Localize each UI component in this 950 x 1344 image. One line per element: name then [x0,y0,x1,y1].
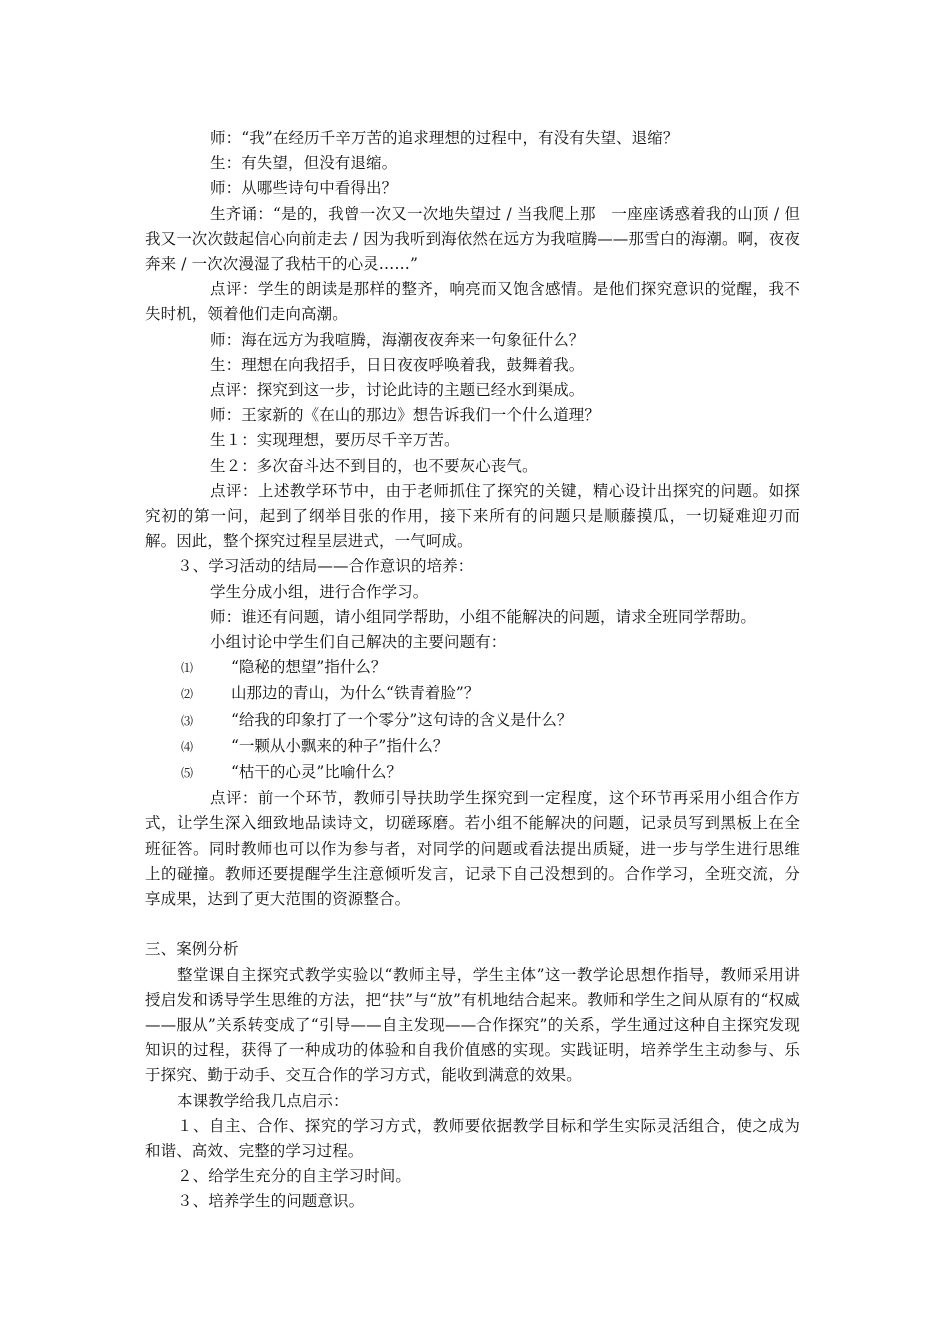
dialogue-line: 师：海在远方为我喧腾，海潮夜夜奔来一句象征什么？ [210,330,585,349]
list-marker: ⑸ [181,766,194,781]
comment-paragraph: 点评：前一个环节，教师引导扶助学生探究到一定程度，这个环节再采用小组合作方式，让学生深入细致地品读诗文，切磋琢磨。若小组不能解决的问题，记录员写到黑板上在全班征答。同时教师也可以作为参与者，对同学的问题或看法提出质疑，进一步与学生进行思维上的碰撞。教师还要提醒学生注意倾听发言，记录下自己没想到的。合作学习，全班交流，分享成果，达到了更大范围的资源整合。 [145,789,800,909]
comment-paragraph: 点评：学生的朗读是那样的整齐，响亮而又饱含感情。是他们探究意识的觉醒，我不失时机，领着他们走向高潮。 [145,280,800,324]
list-item [145,734,800,760]
dialogue-line: 生：有失望，但没有退缩。 [210,154,398,173]
dialogue-line: 生：理想在向我招手，日日夜夜呼唤着我，鼓舞着我。 [210,355,585,374]
list-item-text: “隐秘的想望”指什么？ [231,658,387,677]
insight-item: ２、给学生充分的自主学习时间。 [177,1167,412,1186]
list-item [145,655,800,681]
document-page [145,126,800,1215]
dialogue-line: 师：“我”在经历千辛万苦的追求理想的过程中，有没有失望、退缩？ [210,129,679,147]
comment-paragraph: 点评：探究到这一步，讨论此诗的主题已经水到渠成。 [210,381,585,400]
subsection-heading: ３、学习活动的结局——合作意识的培养： [177,557,474,576]
section-title: 三、案例分析 [145,940,239,959]
dialogue-line: 师：谁还有问题，请小组同学帮助，小组不能解决的问题，请求全班同学帮助。 [210,607,757,626]
list-marker: ⑴ [181,661,194,676]
body-paragraph: 学生分成小组，进行合作学习。 [210,582,429,601]
comment-paragraph: 点评：上述教学环节中，由于老师抓住了探究的关键，精心设计出探究的问题。如探究初的第一问，起到了纲举目张的作用，接下来所有的问题只是顺藤摸瓜，一切疑难迎刃而解。因此，整个探究过程呈层进式，一气呵成。 [145,481,800,551]
dialogue-line: 师：王家新的《在山的那边》想告诉我们一个什么道理？ [210,406,601,425]
spacer [145,912,800,937]
insight-item: １、自主、合作、探究的学习方式，教师要依据教学目标和学生实际灵活组合，使之成为和谐、高效、完整的学习过程。 [145,1116,800,1160]
dialogue-line: 生１：实现理想，要历尽千辛万苦。 [210,431,460,450]
list-item-text: “给我的印象打了一个零分”这句诗的含义是什么？ [231,710,573,729]
dialogue-line: 生２：多次奋斗达不到目的，也不要灰心丧气。 [210,456,538,475]
dialogue-line: 生齐诵：“是的，我曾一次又一次地失望过 / 当我爬上那 一座座诱惑着我的山顶 / 但我又一次次鼓起信心向前走去 / 因为我听到海依然在远方为我喧腾——那雪白的海潮。啊，夜夜奔来 / 一次次漫湿了我枯干的心灵……” [145,204,800,274]
list-item-text: 山那边的青山，为什么“铁青着脸”？ [231,684,480,703]
analysis-paragraph: 整堂课自主探究式教学实验以“教师主导，学生主体”这一教学论思想作指导，教师采用讲授启发和诱导学生思维的方法，把“扶”与“放”有机地结合起来。教师和学生之间从原有的“权威——服从”关系转变成了“引导——自主发现——合作探究”的关系，学生通过这种自主探究发现知识的过程，获得了一种成功的体验和自我价值感的实现。实践证明，培养学生主动参与、乐于探究、勤于动手、交互合作的学习方式，能收到满意的效果。 [145,965,800,1085]
insight-item: ３、培养学生的问题意识。 [177,1192,365,1211]
list-item-text: “枯干的心灵”比喻什么？ [231,763,402,782]
list-item-text: “一颗从小飘来的种子”指什么？ [231,736,449,755]
list-marker: ⑵ [181,687,194,702]
question-list [145,655,800,786]
insights-intro: 本课教学给我几点启示： [177,1091,349,1110]
list-item [145,681,800,707]
list-marker: ⑶ [181,713,194,728]
dialogue-line: 师：从哪些诗句中看得出？ [210,179,398,198]
list-item [145,708,800,734]
body-paragraph: 小组讨论中学生们自己解决的主要问题有： [210,633,507,652]
list-item [145,760,800,786]
list-marker: ⑷ [181,739,194,754]
